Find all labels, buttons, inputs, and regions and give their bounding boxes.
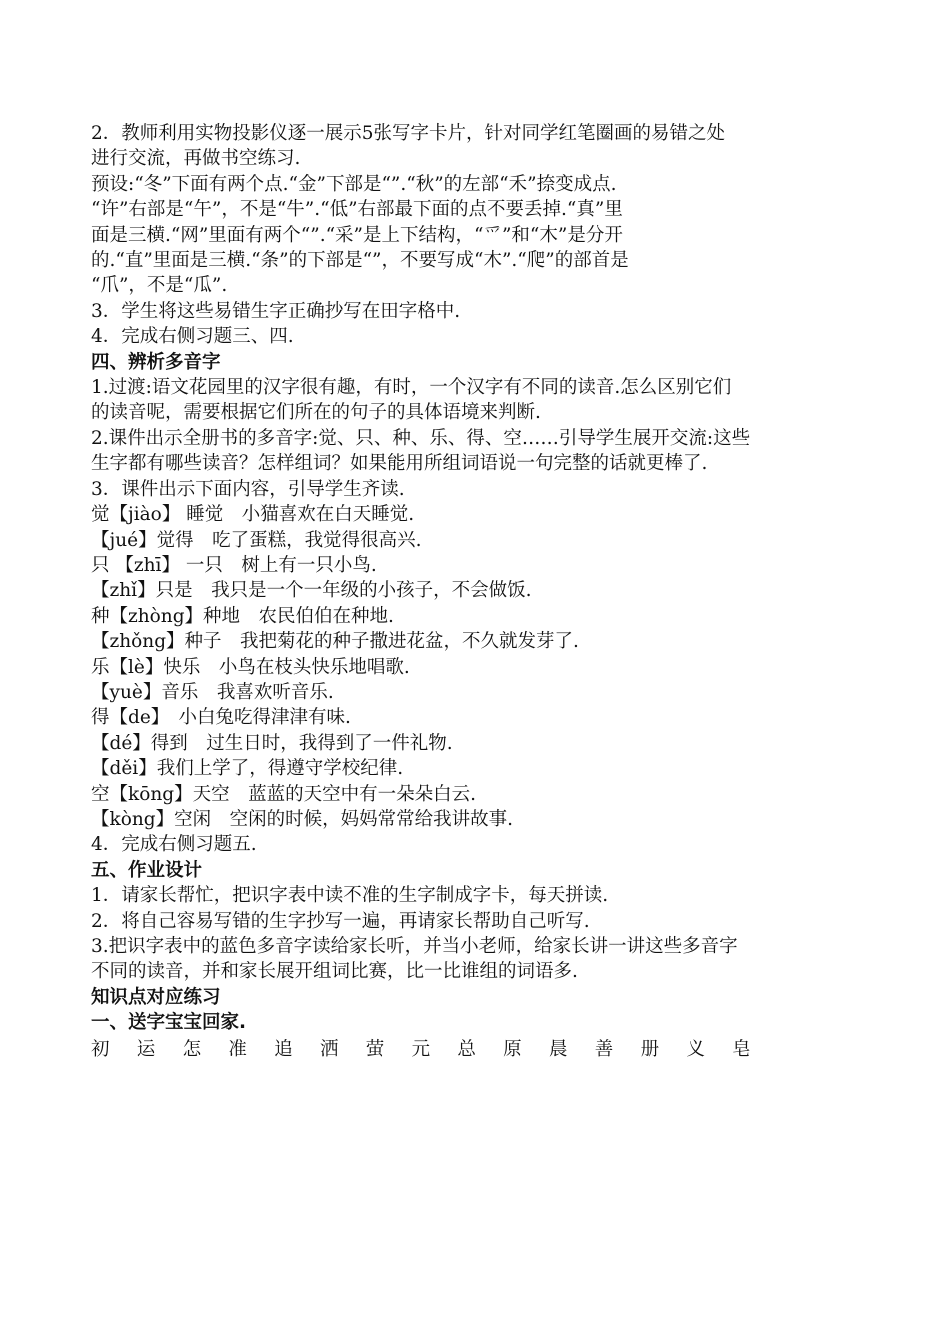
character-item: 原 <box>503 1038 522 1060</box>
character-item: 皂 <box>732 1038 751 1060</box>
text-line: 预设:“冬”下面有两个点.“金”下部是“”.“秋”的左部“禾”捺变成点. <box>91 173 617 195</box>
character-item: 洒 <box>319 1038 339 1060</box>
character-item: 萤 <box>365 1038 385 1060</box>
text-line: 的读音呢，需要根据它们所在的句子的具体语境来判断. <box>91 402 541 424</box>
section-heading: 五、作业设计 <box>91 859 203 881</box>
text-line: 4．完成右侧习题五. <box>91 834 257 856</box>
character-item: 元 <box>411 1038 431 1060</box>
text-line: 2.课件出示全册书的多音字:觉、只、种、乐、得、空……引导学生展开交流:这些 <box>91 427 751 449</box>
text-line: 1.过渡:语文花园里的汉字很有趣，有时，一个汉字有不同的读音.怎么区别它们 <box>91 377 732 399</box>
text-line: 3.把识字表中的蓝色多音字读给家长听，并当小老师，给家长讲一讲这些多音字 <box>91 936 738 957</box>
character-item: 晨 <box>548 1038 568 1060</box>
text-line: “许”右部是“午”，不是“牛”.“低”右部最下面的点不要丢掉.“真”里 <box>91 199 623 221</box>
text-line: 【yuè】音乐 我喜欢听音乐. <box>91 681 334 703</box>
text-line: 的.“直”里面是三横.“条”的下部是“”，不要写成“木”.“爬”的部首是 <box>91 250 629 272</box>
text-line: 得【de】 小白兔吃得津津有味. <box>91 707 351 729</box>
text-line: 【dé】得到 过生日时，我得到了一件礼物. <box>91 732 453 754</box>
text-line: 不同的读音，并和家长展开组词比赛，比一比谁组的词语多. <box>91 961 578 983</box>
text-line: 1．请家长帮忙，把识字表中读不准的生字制成字卡，每天拼读. <box>91 885 609 907</box>
character-item: 怎 <box>182 1038 202 1060</box>
text-line: 【jué】觉得 吃了蛋糕，我觉得很高兴. <box>91 529 422 551</box>
text-line: 【zhǒng】种子 我把菊花的种子撒进花盆，不久就发芽了. <box>91 631 579 653</box>
text-line: 3．课件出示下面内容，引导学生齐读. <box>91 478 405 500</box>
character-row <box>91 1037 866 1062</box>
text-line: 2．教师利用实物投影仪逐一展示5张写字卡片，针对同学红笔圈画的易错之处 <box>91 123 726 144</box>
section-heading: 知识点对应练习 <box>91 986 221 1008</box>
text-line: 2．将自己容易写错的生字抄写一遍，再请家长帮助自己听写. <box>91 910 590 932</box>
text-line: 4．完成右侧习题三、四. <box>91 326 294 348</box>
character-item: 册 <box>640 1038 660 1060</box>
section-heading: 一、送字宝宝回家. <box>91 1012 247 1034</box>
text-line: 面是三横.“网”里面有两个“”.“采”是上下结构，“爫”和“木”是分开 <box>91 224 623 246</box>
character-item: 追 <box>274 1038 293 1060</box>
text-line: 进行交流，再做书空练习. <box>91 148 301 170</box>
character-item: 初 <box>91 1038 110 1060</box>
text-line: 【kòng】空闲 空闲的时候，妈妈常常给我讲故事. <box>91 808 513 830</box>
character-item: 总 <box>457 1038 476 1060</box>
text-line: 乐【lè】快乐 小鸟在枝头快乐地唱歌. <box>91 656 410 678</box>
text-line: 【zhǐ】只是 我只是一个一年级的小孩子，不会做饭. <box>91 580 532 602</box>
text-line: 种【zhòng】种地 农民伯伯在种地. <box>91 605 394 627</box>
text-line: 生字都有哪些读音？怎样组词？如果能用所组词语说一句完整的话就更棒了. <box>91 453 708 475</box>
text-line: 觉【jiào】 睡觉 小猫喜欢在白天睡觉. <box>91 504 415 526</box>
section-heading: 四、辨析多音字 <box>91 351 221 373</box>
character-item: 善 <box>594 1038 614 1060</box>
text-line: 空【kōng】天空 蓝蓝的天空中有一朵朵白云. <box>91 783 476 805</box>
character-item: 义 <box>686 1038 705 1060</box>
text-line: “爪”，不是“瓜”. <box>91 275 228 297</box>
character-item: 准 <box>228 1038 247 1060</box>
text-line: 只 【zhī】 一只 树上有一只小鸟. <box>91 554 377 576</box>
document-page <box>91 121 866 1062</box>
text-line: 3．学生将这些易错生字正确抄写在田字格中. <box>91 300 461 322</box>
character-item: 运 <box>136 1038 156 1060</box>
text-line: 【děi】我们上学了，得遵守学校纪律. <box>91 758 404 780</box>
